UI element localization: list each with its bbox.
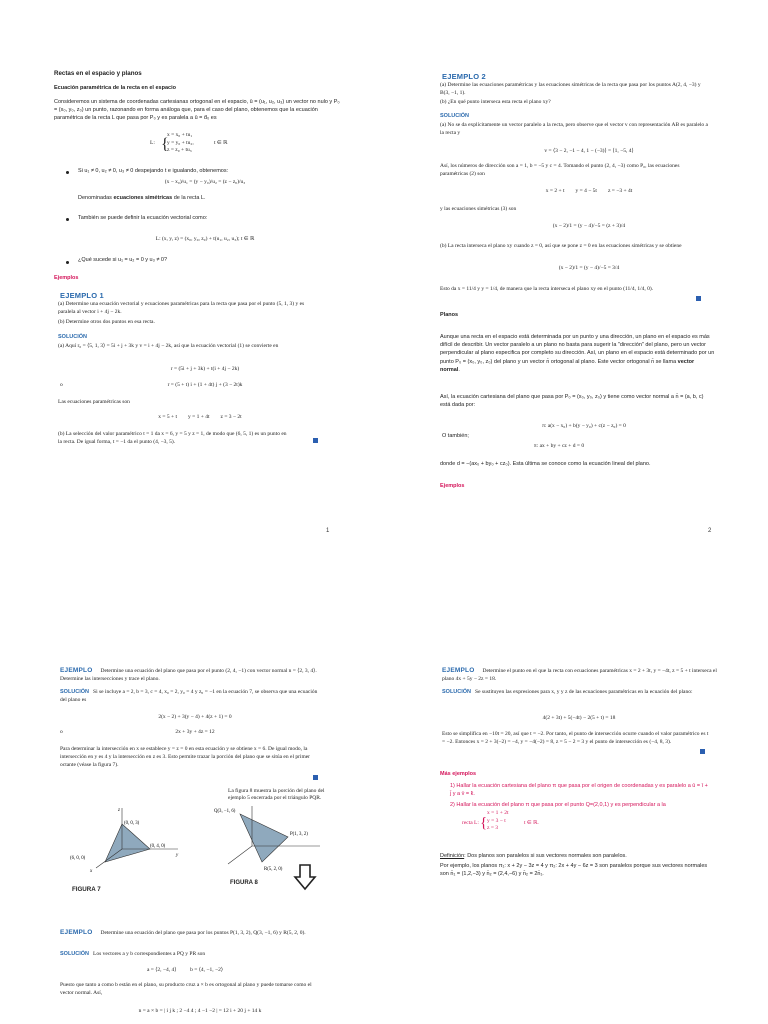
recta-eq: y = 3 − t [487,817,506,824]
figure-8-diagram [210,802,325,872]
param-equations: x = 5 + t y = 1 + 4t z = 3 − 2t [158,414,242,420]
symmetric-equations: (x − x₀)/u₁ = (y − y₀)/u₂ = (z − z₀)/u₃ [164,179,246,185]
symmetric-equations: (x − 2)/1 = (y − 4)/−5 = (z + 3)/4 [552,223,626,229]
point-label: P(1, 3, 2) [290,832,308,837]
plane-equation-1: π: a(x − x₀) + b(y − y₀) + c(z − z₀) = 0 [542,423,626,429]
recta-eq: z = 3 [487,825,499,831]
system-brace: { [161,136,169,153]
point-label: (0, 0, 3) [124,821,140,826]
x-axis [228,846,252,864]
solution-a-2: Así, los números de dirección son a = 1, b = −5 y c = 4. Tomando el punto (2, 4, −3) como P₀, las ecuaciones paramétricas (2) son [440,163,680,178]
point-label: Q(3, −1, 6) [214,809,236,814]
o-tambien: O también; [442,433,469,439]
bullet [66,261,69,264]
solution-b: (b) La recta interseca el plano xy cuando z = 0, así que se pone z = 0 en las ecuaciones simétricas y se obtiene [440,243,682,249]
page-4 [384,512,768,1024]
page-number: 2 [708,528,712,534]
solution-a: (a) No se da explícitamente un vector paralelo a la recta, pero observe que el vector v con representación AB es paralelo a la recta y [440,122,709,137]
figure-7-label: FIGURA 7 [72,886,101,893]
solution-text: SOLUCIÓN Se sustituyen las expresiones para x, y y z de las ecuaciones paramétricas en la ecuación del plano: [442,689,693,695]
param-label: Las ecuaciones paramétricas son [58,399,130,405]
ejemplos-heading: Ejemplos [440,483,465,489]
plane-equation-2: π: ax + by + cz + d = 0 [533,443,585,449]
definition-line: Definición: Dos planos son paralelos si sus vectores normales son paralelos. [440,853,627,859]
substitution-equation: 4(2 + 3t) + 5(−4t) − 2(5 + t) = 18 [542,715,616,721]
solution-text-2: SOLUCIÓN Los vectores a y b correspondientes a PQ y PR son [60,951,206,957]
param-prefix: L: [150,140,155,146]
triangle-pqr [240,814,288,862]
definition-example: Por ejemplo, los planos π₁: x + 2y − 3z = 4 y π₂: 2x + 4y − 6z = 3 son paralelos porque sus vectores normales son n̄₁ = (1,2,−3) y n̄₂ = (2,4,−6) y n̄₂ = 2n̄₁. [440,863,708,878]
point-label: R(5, 2, 0) [264,867,283,872]
example-2-title: EJEMPLO 2 [442,72,486,81]
example-1-title: EJEMPLO 1 [60,291,104,300]
planos-paragraph-2: Así, la ecuación cartesiana del plano que pasa por P₀ = (x₀, y₀, z₀) y tiene como vector normal a n̄ = (a, b, c) está dada por: [440,394,704,409]
point-label: (6, 0, 0) [70,856,86,861]
end-mark-icon [700,749,705,754]
more-examples-heading: Más ejemplos [440,771,477,777]
intro-paragraph: Consideremos un sistema de coordenadas cartesianas ortogonal en el espacio, ū = (u₁, u₂, u₃) un vector no nulo y P₀ = (x₀, y₀, z₀) un punto, razonando en forma análoga que, para el caso del plano, obtenemos que la ecuación paramétrica de la recta L que pasa por P₀ y es paralela a ū = d̄₀ es [54,99,340,122]
or-label: o [60,729,63,735]
recta-suffix: t ∈ ℝ. [524,820,539,826]
page-number: 1 [326,528,330,534]
example-statement: EJEMPLO Determine una ecuación del plano que pasa por el punto (2, 4, −1) con vector normal n = ⟨2, 3, 4⟩. Determine las intersecciones y trace el plano. [60,667,317,683]
more-example-2: 2) Hallar la ecuación del plano π que pasa por el punto Q=(2,0,1) y es perpendicular a la [450,802,666,808]
solution-label: SOLUCIÓN [58,334,88,340]
page-1 [0,0,384,534]
planos-heading: Planos [440,312,459,318]
plane-equation-2: 2x + 3y + 4z = 12 [175,729,215,735]
symmetric-equations-2: (x − 2)/1 = (y − 4)/−5 = 3/4 [558,265,620,271]
z-axis-label: z [118,808,120,813]
end-mark-icon [696,296,701,301]
recta-prefix: recta L: [462,820,479,826]
solution-b: (b) La selección del valor paramétrico t = 1 da x = 6, y = 5 y z = 1, de modo que (6, 5, 1) es un punto en la recta. De igual forma, t = −1 da el punto (4, −3, 5). [58,431,287,446]
example-1-part-b: (b) Determine otros dos puntos en esa recta. [58,319,155,325]
system-brace: { [480,815,488,831]
bullet-text-1: Si u₁ ≠ 0, u₂ ≠ 0, u₃ ≠ 0 despejando t e igualando, obtenemos: [78,168,229,174]
param-eq: y = y₀ + tu₂, [167,139,194,146]
example-statement-2: EJEMPLO Determine una ecuación del plano que pasa por los puntos P(1, 3, 2), Q(3, −1, 6) y R(5, 2, 0). [60,929,306,936]
donde-text: donde d = −(ax₀ + by₀ + cz₀). Esta última se conoce como la ecuación lineal del plano. [440,461,651,467]
recta-eq: x = 1 + 2t [487,810,509,816]
y-axis-label: y [176,853,179,858]
example-statement: EJEMPLO Determine el punto en el que la recta con ecuaciones paramétricas x = 2 + 3t, y = −4t, z = 5 + t interseca el plano 4x + 5y − 2z = 18. [442,667,717,683]
example-2-part-a: (a) Determine las ecuaciones paramétricas y las ecuaciones simétricas de la recta que pasa por los puntos A(2, 4, −3) y B(3, −1, 1). [440,82,701,97]
simplify-text: Esto se simplifica en −10t = 20, así que t = −2. Por tanto, el punto de intersección ocurre cuando el valor paramétrico es t = −2. Entonces x = 2 + 3(−2) = −4, y = −4(−2) = 8, z = 5 − 2 = 3 y el punto de intersección es (−4, 8, 3). [442,731,709,746]
symmetric-note: Denominadas ecuaciones simétricas de la recta L. [78,195,206,201]
or-label: o [60,382,63,388]
recta-system [487,810,508,833]
vector-v-equation: v = ⟨3 − 2, −1 − 4, 1 − (−3)⟩ = ⟨1, −5, 4⟩ [544,148,634,154]
param-eq: x = x₀ + tu₁ [167,132,193,138]
example-2-part-b: (b) ¿En qué punto interseca esta recta el plano xy? [440,99,551,105]
more-example-1: 1) Hallar la ecuación cartesiana del plano π que pasa por el origen de coordenadas y es paralelo a ū = ī + j̄ y a v̄ = k̄. [450,783,708,798]
page-2 [384,0,768,534]
end-mark-icon [313,438,318,443]
param-eq: z = z₀ + tu₃ [167,147,192,153]
example-1-part-a: (a) Determine una ecuación vectorial y ecuaciones paramétricas para la recta que pasa por el punto (5, 1, 3) y es paralela al vector i + 4j − 2k. [58,301,305,316]
ejemplos-heading: Ejemplos [54,275,79,281]
plane-equation-1: 2(x − 2) + 3(y − 4) + 4(z + 1) = 0 [158,714,232,720]
page-3 [0,512,384,1024]
bullet [66,171,69,174]
vectors-ab: a = ⟨2, −4, 4⟩ b = ⟨4, −1, −2⟩ [146,967,224,973]
figure-8-caption: La figura 8 muestra la porción del plano del ejemplo 5 encerrada por el triángulo PQR. [228,788,325,801]
cross-product-text: Puesto que tanto a como b están en el plano, su producto cruz a × b es ortogonal al plano y puede tomarse como el vector normal. Así, [60,982,312,997]
param-system [167,132,194,155]
section-subtitle: Ecuación paramétrica de la recta en el espacio [54,85,176,91]
solution-a: (a) Aquí r₀ = ⟨5, 1, 3⟩ = 5i + j + 3k y v = i + 4j − 2k, así que la ecuación vectorial (1) se convierte en [58,343,279,349]
figure-7-diagram [60,802,200,880]
equation-r2: r = (5 + t) i + (1 + 4t) j + (3 − 2t)k [167,382,243,388]
planos-paragraph-1: Aunque una recta en el espacio está determinada por un punto y una dirección, un plano en el espacio es más difícil de describir. Un vector paralelo a un plano no basta para sugerir la "dirección" del plano, pero un vector perpendicular al plano especifica por completo su dirección. Así, un plano en el espacio está determinado por un punto P₀ = (x₀, y₀, z₀) del plano y un vector n̄ ortogonal al plano. Este vector ortogonal n̄ se llama vector normal. [440,334,715,373]
solution-label: SOLUCIÓN [440,113,470,119]
x-axis-label: x [90,869,93,874]
vector-equation: L: (x, y, z) = (x₀, y₀, z₀) + t(u₁, u₂, u₃); t ∈ ℝ [155,236,255,242]
cross-product-equation: n = a × b = | i j k ; 2 −4 4 ; 4 −1 −2 | = 12 i + 20 j + 14 k [138,1008,262,1014]
solution-text: SOLUCIÓN Si se incluye a = 2, b = 3, c = 4, x₀ = 2, y₀ = 4 y z₀ = −1 en la ecuación 7, se observa que una ecuación del plano es [60,689,318,704]
intersection-text: Para determinar la intersección en x se establece y = z = 0 en esta ecuación y se obtiene x = 6. De igual modo, la intersección en y es 4 y la intersección en z es 3. Esto permite trazar la porción del plano que se sitúa en el primer octante (véase la figura 7). [60,746,311,769]
bullet-text-2: También se puede definir la ecuación vectorial como: [78,215,208,221]
down-arrow-icon [294,864,316,890]
solution-b-2: Esto da x = 11/4 y y = 1/4, de manera que la recta interseca el plano xy en el punto (11/4, 1/4, 0). [440,286,654,292]
equation-r1: r = (5i + j + 3k) + t(i + 4j − 2k) [170,366,240,372]
point-label: (0, 4, 0) [150,844,166,849]
param-equations: x = 2 + t y = 4 − 5t z = −3 + 4t [545,188,633,194]
symmetric-label: y las ecuaciones simétricas (3) son [440,206,517,212]
bullet [66,218,69,221]
param-suffix: t ∈ ℝ [214,140,228,146]
end-mark-icon [313,775,318,780]
bullet-text-3: ¿Qué sucede si u₁ = u₂ = 0 y u₃ ≠ 0? [78,257,168,263]
figure-8-label: FIGURA 8 [230,880,258,886]
page-title: Rectas en el espacio y planos [54,70,142,77]
